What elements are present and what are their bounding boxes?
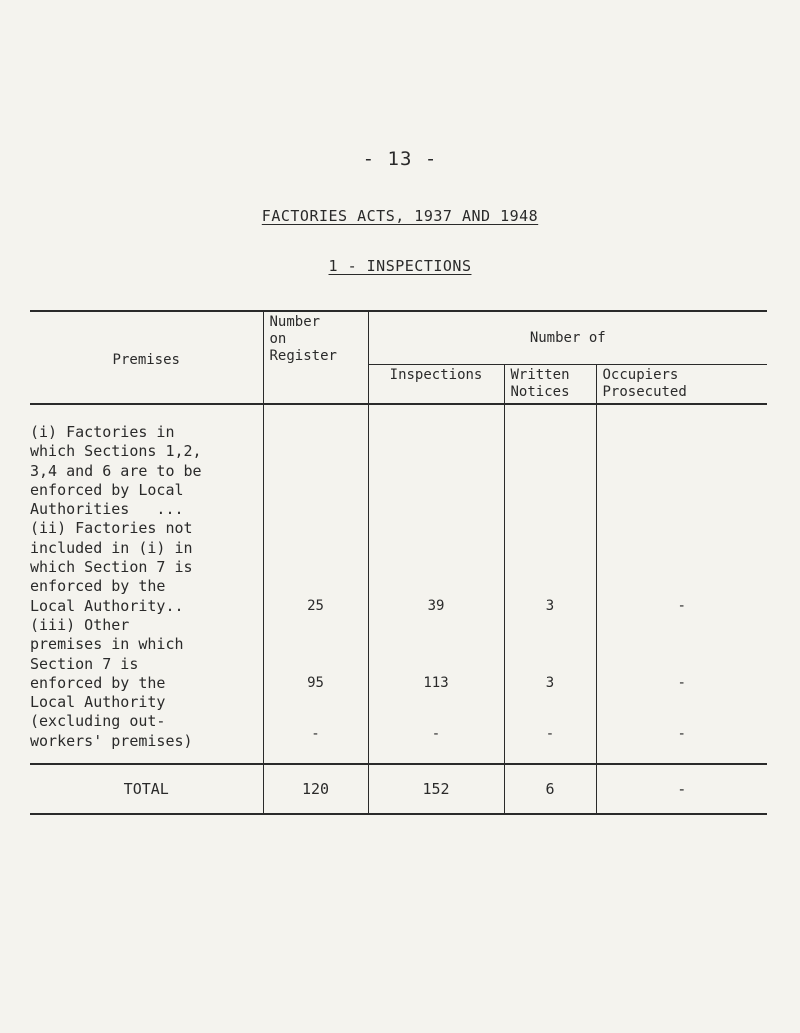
header-occupiers-prosecuted: Occupiers Prosecuted [596,365,767,405]
section-title-text: 1 - INSPECTIONS [328,257,472,275]
inspections-row-3: - [431,726,441,742]
notices-row-1: 3 [545,598,555,614]
inspections-column [368,404,504,764]
register-column [263,404,368,764]
notices-row-2: 3 [545,675,555,691]
page-number: - 13 - [362,148,438,170]
total-label: TOTAL [30,764,263,814]
register-row-2: 95 [307,675,324,691]
register-row-3: - [311,726,320,742]
document-title [0,207,800,225]
notices-column [504,404,596,764]
prosecuted-row-1: - [677,598,686,614]
header-number-of: Number of [368,311,767,365]
total-inspections: 152 [368,764,504,814]
premises-description: (i) Factories in which Sections 1,2, 3,4 and 6 are to be enforced by Local Authorities ... (ii) Factories not included in (i) in which Section 7 is enforced by the Local Authority.. (iii) Other premises in which Section 7 is enforced by the Local Authority (excluding out- workers' premises) [30,404,263,764]
table-body-row [30,404,767,764]
document-title-text: FACTORIES ACTS, 1937 AND 1948 [261,207,539,225]
total-register: 120 [263,764,368,814]
header-premises: Premises [30,311,263,404]
register-row-1: 25 [307,598,324,614]
prosecuted-row-2: - [677,675,686,691]
total-prosecuted: - [596,764,767,814]
prosecuted-column [596,404,767,764]
header-number-on-register: Number on Register [263,311,368,404]
prosecuted-row-3: - [677,726,686,742]
section-title [0,257,800,275]
notices-row-3: - [545,726,555,742]
inspections-row-1: 39 [427,598,445,614]
header-written-notices: Written Notices [504,365,596,405]
header-inspections: Inspections [368,365,504,405]
total-row [30,764,767,814]
inspections-row-2: 113 [423,675,449,691]
inspections-table [30,310,767,815]
total-notices: 6 [504,764,596,814]
